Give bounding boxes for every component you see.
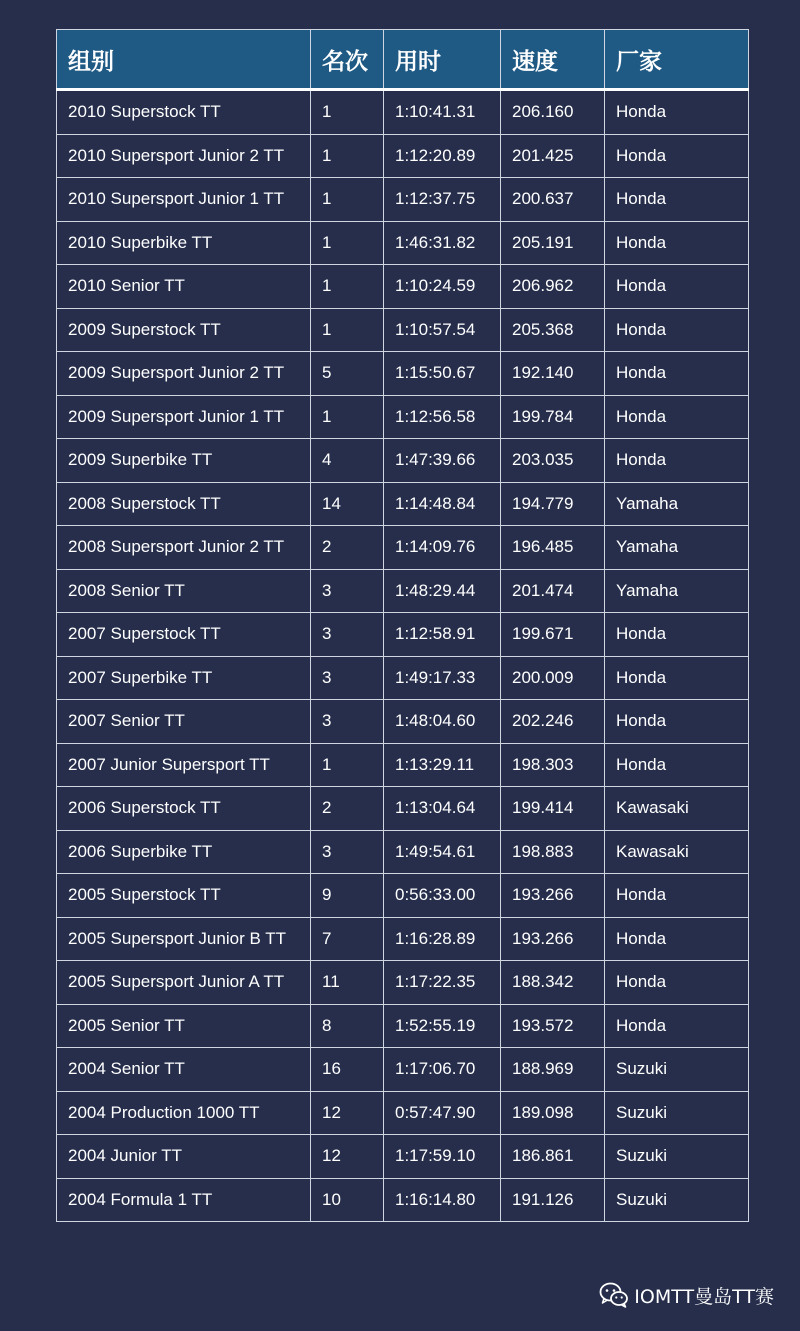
table-row [57,265,749,309]
cell-speed: 201.425 [501,134,605,178]
cell-rank: 16 [311,1048,384,1092]
table-row [57,1091,749,1135]
table-row [57,1048,749,1092]
cell-manufacturer: Suzuki [605,1091,749,1135]
cell-speed: 196.485 [501,526,605,570]
cell-rank: 3 [311,700,384,744]
header-rank: 名次 [311,30,384,90]
cell-manufacturer: Suzuki [605,1135,749,1179]
cell-rank: 12 [311,1091,384,1135]
cell-time: 1:46:31.82 [384,221,501,265]
cell-speed: 198.883 [501,830,605,874]
table-row [57,221,749,265]
cell-time: 1:17:06.70 [384,1048,501,1092]
table-row [57,743,749,787]
cell-category: 2007 Superstock TT [57,613,311,657]
cell-rank: 1 [311,743,384,787]
header-speed: 速度 [501,30,605,90]
cell-time: 1:10:41.31 [384,90,501,135]
cell-speed: 189.098 [501,1091,605,1135]
header-time: 用时 [384,30,501,90]
cell-rank: 3 [311,830,384,874]
cell-manufacturer: Honda [605,613,749,657]
cell-speed: 203.035 [501,439,605,483]
cell-rank: 1 [311,395,384,439]
cell-speed: 206.962 [501,265,605,309]
cell-rank: 8 [311,1004,384,1048]
cell-manufacturer: Honda [605,178,749,222]
cell-time: 1:16:28.89 [384,917,501,961]
cell-speed: 193.572 [501,1004,605,1048]
cell-rank: 3 [311,613,384,657]
cell-rank: 2 [311,787,384,831]
cell-time: 1:10:57.54 [384,308,501,352]
header-row [57,30,749,90]
cell-rank: 1 [311,308,384,352]
cell-time: 1:17:59.10 [384,1135,501,1179]
cell-category: 2008 Superstock TT [57,482,311,526]
cell-rank: 7 [311,917,384,961]
table-row [57,308,749,352]
table-row [57,90,749,135]
cell-speed: 193.266 [501,874,605,918]
cell-manufacturer: Honda [605,221,749,265]
table-row [57,178,749,222]
table-row [57,787,749,831]
cell-time: 1:17:22.35 [384,961,501,1005]
cell-category: 2010 Superbike TT [57,221,311,265]
cell-category: 2005 Senior TT [57,1004,311,1048]
cell-manufacturer: Yamaha [605,482,749,526]
cell-time: 1:12:58.91 [384,613,501,657]
cell-speed: 198.303 [501,743,605,787]
cell-time: 1:47:39.66 [384,439,501,483]
cell-category: 2006 Superstock TT [57,787,311,831]
cell-manufacturer: Honda [605,395,749,439]
cell-rank: 12 [311,1135,384,1179]
cell-time: 0:56:33.00 [384,874,501,918]
table-row [57,526,749,570]
cell-category: 2009 Supersport Junior 2 TT [57,352,311,396]
cell-time: 1:49:54.61 [384,830,501,874]
cell-speed: 199.414 [501,787,605,831]
cell-rank: 5 [311,352,384,396]
table-row [57,613,749,657]
header-manufacturer: 厂家 [605,30,749,90]
table-row [57,1178,749,1222]
cell-speed: 188.342 [501,961,605,1005]
table-body [57,90,749,1222]
cell-manufacturer: Honda [605,874,749,918]
cell-rank: 10 [311,1178,384,1222]
cell-time: 1:14:09.76 [384,526,501,570]
cell-speed: 192.140 [501,352,605,396]
cell-category: 2004 Senior TT [57,1048,311,1092]
cell-speed: 206.160 [501,90,605,135]
cell-category: 2008 Supersport Junior 2 TT [57,526,311,570]
table-row [57,439,749,483]
cell-rank: 4 [311,439,384,483]
table-row [57,395,749,439]
cell-category: 2010 Superstock TT [57,90,311,135]
cell-speed: 194.779 [501,482,605,526]
cell-manufacturer: Suzuki [605,1048,749,1092]
cell-speed: 191.126 [501,1178,605,1222]
cell-manufacturer: Honda [605,1004,749,1048]
cell-manufacturer: Honda [605,656,749,700]
watermark [599,1280,774,1310]
cell-time: 0:57:47.90 [384,1091,501,1135]
cell-speed: 205.368 [501,308,605,352]
cell-manufacturer: Honda [605,90,749,135]
cell-manufacturer: Honda [605,700,749,744]
cell-rank: 1 [311,265,384,309]
cell-manufacturer: Kawasaki [605,787,749,831]
cell-category: 2009 Superbike TT [57,439,311,483]
results-table [56,29,749,1222]
cell-speed: 199.671 [501,613,605,657]
cell-category: 2007 Senior TT [57,700,311,744]
cell-category: 2009 Superstock TT [57,308,311,352]
cell-manufacturer: Honda [605,352,749,396]
wechat-icon [599,1282,629,1308]
cell-category: 2004 Production 1000 TT [57,1091,311,1135]
cell-manufacturer: Honda [605,917,749,961]
cell-speed: 188.969 [501,1048,605,1092]
cell-rank: 3 [311,656,384,700]
cell-rank: 1 [311,221,384,265]
header-category: 组别 [57,30,311,90]
table-header [57,30,749,90]
cell-rank: 14 [311,482,384,526]
cell-rank: 11 [311,961,384,1005]
watermark-text: IOMTT曼岛TT赛 [634,1285,774,1308]
cell-speed: 200.637 [501,178,605,222]
cell-time: 1:49:17.33 [384,656,501,700]
cell-manufacturer: Kawasaki [605,830,749,874]
cell-time: 1:14:48.84 [384,482,501,526]
cell-category: 2010 Senior TT [57,265,311,309]
cell-rank: 1 [311,178,384,222]
cell-speed: 200.009 [501,656,605,700]
cell-time: 1:10:24.59 [384,265,501,309]
cell-speed: 205.191 [501,221,605,265]
cell-category: 2005 Supersport Junior B TT [57,917,311,961]
cell-speed: 199.784 [501,395,605,439]
table-row [57,1135,749,1179]
table-row [57,352,749,396]
table-row [57,656,749,700]
table-row [57,1004,749,1048]
table-row [57,700,749,744]
cell-speed: 193.266 [501,917,605,961]
table-row [57,482,749,526]
cell-time: 1:12:37.75 [384,178,501,222]
cell-time: 1:13:04.64 [384,787,501,831]
cell-category: 2010 Supersport Junior 1 TT [57,178,311,222]
cell-category: 2009 Supersport Junior 1 TT [57,395,311,439]
cell-speed: 186.861 [501,1135,605,1179]
cell-time: 1:48:04.60 [384,700,501,744]
cell-category: 2005 Superstock TT [57,874,311,918]
cell-rank: 1 [311,90,384,135]
table-row [57,569,749,613]
cell-manufacturer: Honda [605,439,749,483]
cell-category: 2004 Junior TT [57,1135,311,1179]
cell-manufacturer: Honda [605,134,749,178]
cell-time: 1:13:29.11 [384,743,501,787]
cell-rank: 2 [311,526,384,570]
cell-time: 1:12:56.58 [384,395,501,439]
cell-rank: 1 [311,134,384,178]
cell-rank: 3 [311,569,384,613]
table-row [57,961,749,1005]
cell-category: 2010 Supersport Junior 2 TT [57,134,311,178]
cell-speed: 201.474 [501,569,605,613]
cell-category: 2007 Superbike TT [57,656,311,700]
table-row [57,874,749,918]
cell-manufacturer: Suzuki [605,1178,749,1222]
cell-manufacturer: Honda [605,743,749,787]
table-row [57,917,749,961]
cell-manufacturer: Honda [605,265,749,309]
cell-time: 1:15:50.67 [384,352,501,396]
cell-category: 2007 Junior Supersport TT [57,743,311,787]
cell-speed: 202.246 [501,700,605,744]
cell-time: 1:12:20.89 [384,134,501,178]
cell-category: 2005 Supersport Junior A TT [57,961,311,1005]
table-row [57,830,749,874]
cell-time: 1:52:55.19 [384,1004,501,1048]
cell-time: 1:48:29.44 [384,569,501,613]
cell-manufacturer: Honda [605,961,749,1005]
cell-time: 1:16:14.80 [384,1178,501,1222]
cell-category: 2008 Senior TT [57,569,311,613]
cell-manufacturer: Yamaha [605,569,749,613]
cell-manufacturer: Yamaha [605,526,749,570]
cell-category: 2004 Formula 1 TT [57,1178,311,1222]
cell-rank: 9 [311,874,384,918]
cell-manufacturer: Honda [605,308,749,352]
cell-category: 2006 Superbike TT [57,830,311,874]
table-row [57,134,749,178]
